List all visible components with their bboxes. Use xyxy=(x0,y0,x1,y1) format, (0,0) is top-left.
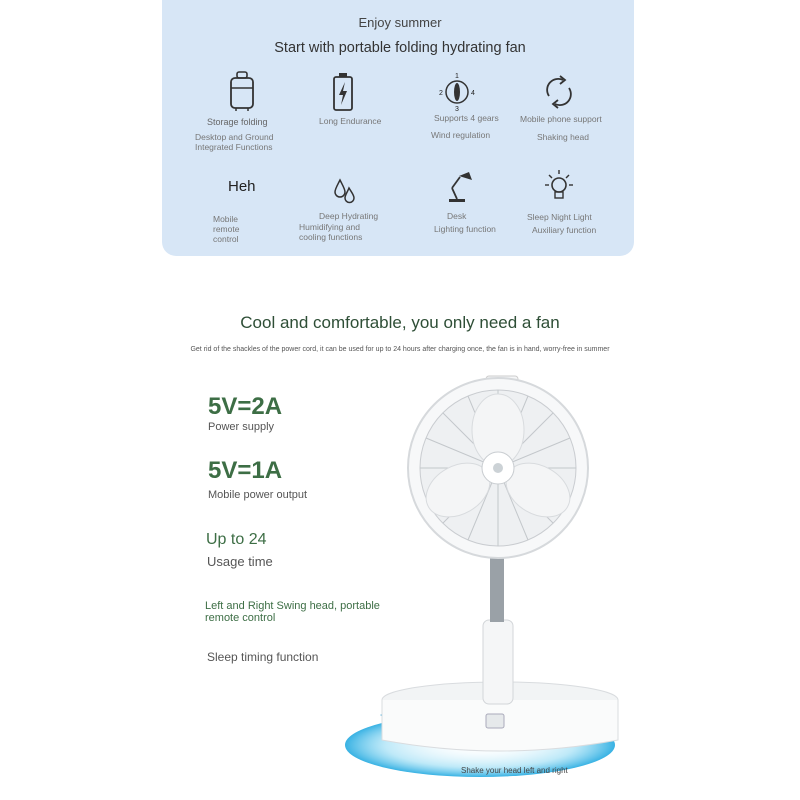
feature-desc: Wind regulation xyxy=(431,130,491,140)
feature-title: Supports 4 gears xyxy=(434,113,499,123)
desk-lamp-icon xyxy=(445,170,475,204)
feature-title: Storage folding xyxy=(207,117,268,127)
feature-desc: Auxiliary function xyxy=(532,225,597,235)
rotate-arrows-icon xyxy=(543,74,575,110)
power-value: 5V=2A xyxy=(208,393,283,420)
usage-value: Up to 24 xyxy=(206,531,267,548)
feature-desc: Humidifying and cooling functions xyxy=(299,222,363,242)
heh-text: Heh xyxy=(228,178,256,195)
battery-icon xyxy=(332,72,354,112)
gear-dial-icon xyxy=(437,71,477,113)
dial-label-2: 2 xyxy=(439,90,443,97)
panel-subtitle: Start with portable folding hydrating fan xyxy=(274,40,526,56)
feature-title: Long Endurance xyxy=(319,116,382,126)
feature-desc: Lighting function xyxy=(434,224,496,234)
fan-illustration xyxy=(340,370,640,800)
base-button xyxy=(486,714,504,728)
main-subheading: Get rid of the shackles of the power cord, it can be used for up to 24 hours after charging once, the fan is in hand, worry-free in summer xyxy=(190,346,610,353)
feature-title: Sleep Night Light xyxy=(527,212,592,222)
feature-storage xyxy=(207,117,268,127)
output-label: Mobile power output xyxy=(208,489,308,501)
power-label: Power supply xyxy=(208,421,275,433)
dial-label-3: 3 xyxy=(455,106,459,113)
feature-title: Desk xyxy=(447,211,467,221)
feature-desc: Desktop and Ground Integrated Functions xyxy=(195,132,274,152)
fan-hub-center xyxy=(493,463,503,473)
main-heading: Cool and comfortable, you only need a fan xyxy=(240,313,560,332)
sleep-text: Sleep timing function xyxy=(207,650,319,664)
light-bulb-icon xyxy=(542,168,576,206)
feature-title: Mobile phone support xyxy=(520,114,602,124)
swing-caption: Shake your head left and right xyxy=(461,766,568,775)
dial-label-4: 4 xyxy=(471,90,475,97)
feature-title: Deep Hydrating xyxy=(319,211,379,221)
luggage-icon xyxy=(228,70,256,112)
usage-label: Usage time xyxy=(207,554,273,569)
dial-label-1: 1 xyxy=(455,73,459,80)
water-drops-icon xyxy=(332,176,356,206)
output-value: 5V=1A xyxy=(208,457,283,484)
swing-text: Left and Right Swing head, portable remote control xyxy=(205,600,380,624)
feature-title: Mobile remote control xyxy=(213,214,240,244)
panel-title: Enjoy summer xyxy=(358,15,442,30)
fan-pole-upper xyxy=(490,550,504,622)
feature-desc: Shaking head xyxy=(537,132,589,142)
fan-pole-lower xyxy=(483,620,513,704)
